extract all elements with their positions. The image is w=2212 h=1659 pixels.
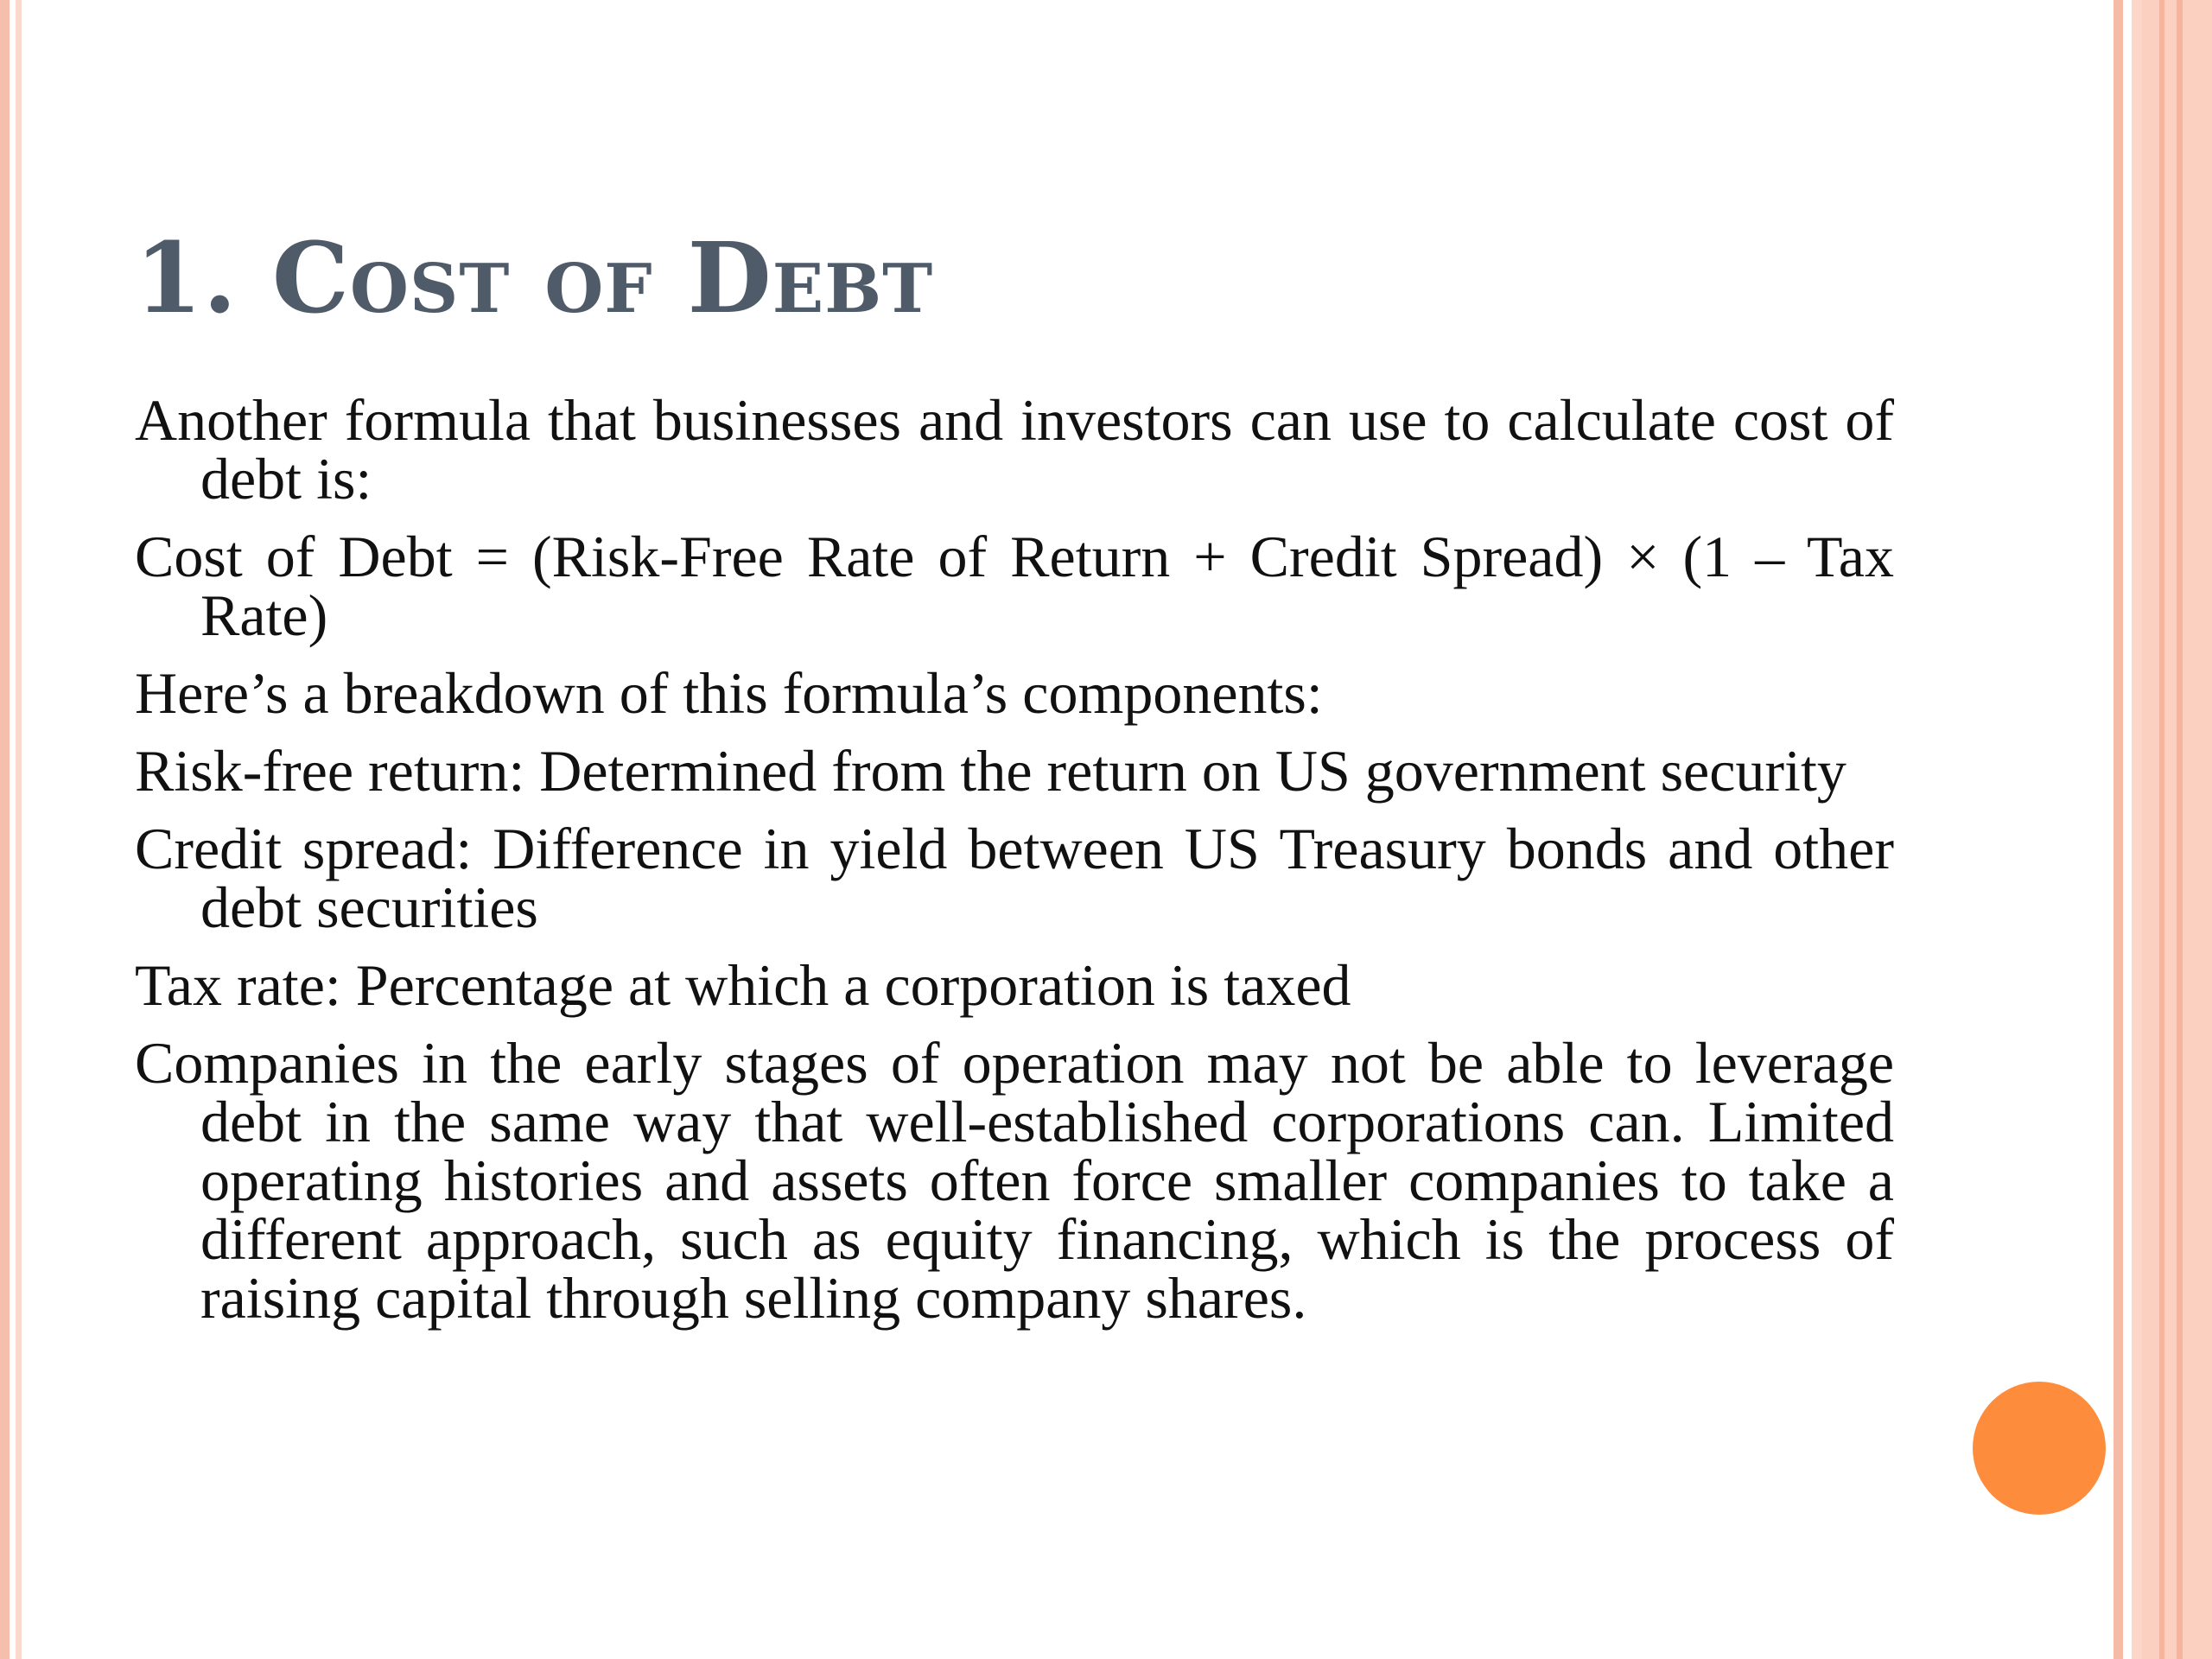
paragraph-risk-free-return: Risk-free return: Determined from the return on US government security bbox=[135, 738, 1847, 804]
paragraph-tax-rate: Tax rate: Percentage at which a corporation is taxed bbox=[135, 952, 1351, 1018]
slide-body bbox=[135, 387, 1894, 1346]
right-border-stripe bbox=[2113, 0, 2123, 1659]
right-border-stripe-dark bbox=[2159, 0, 2164, 1659]
left-border-line-inner bbox=[16, 0, 22, 1659]
paragraph-breakdown-heading: Here’s a breakdown of this formula’s components: bbox=[135, 660, 1323, 726]
paragraph-formula: Cost of Debt = (Risk-Free Rate of Return + Credit Spread) × (1 – Tax Rate) bbox=[135, 524, 1894, 648]
orange-circle-decoration bbox=[1973, 1382, 2106, 1515]
slide-title: 1. Cost of Debt bbox=[135, 222, 934, 335]
paragraph-early-stage-companies: Companies in the early stages of operation may not be able to leverage debt in the same way that well-established corporations can. Limited operating histories and assets often force smaller companies to take a different approach, such as equity financing, which is the process of raising capital through selling company shares. bbox=[135, 1030, 1894, 1331]
right-border-stripe-light bbox=[2132, 0, 2142, 1659]
paragraph-intro: Another formula that businesses and investors can use to calculate cost of debt is: bbox=[135, 387, 1894, 512]
left-border-line bbox=[0, 0, 10, 1659]
paragraph-credit-spread: Credit spread: Difference in yield between US Treasury bonds and other debt securities bbox=[135, 816, 1894, 940]
right-border-stripe-dark-outer bbox=[2177, 0, 2183, 1659]
